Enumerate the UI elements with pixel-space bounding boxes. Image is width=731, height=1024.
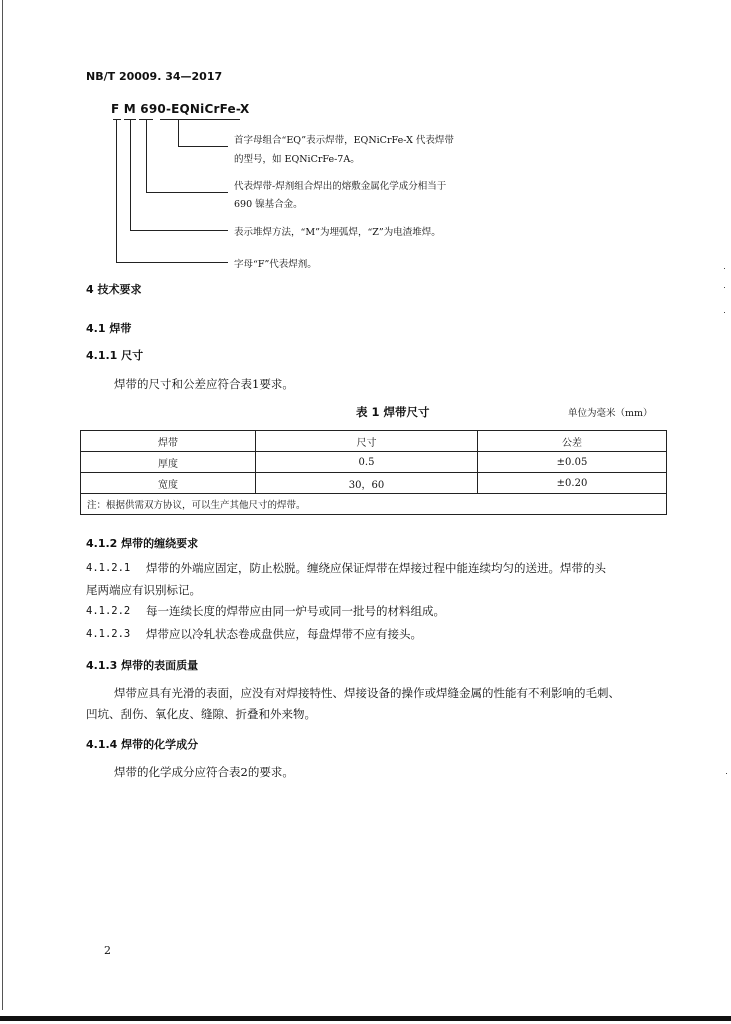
clause-4-1-2-3-number: 4.1.2.3 <box>86 628 131 640</box>
table1-unit: 单位为毫米（mm） <box>568 408 653 419</box>
table1-cell: 0.5 <box>256 452 478 473</box>
clause-4-1-2-1-line2: 尾两端应有识别标记。 <box>86 583 201 597</box>
table1-col-header: 尺寸 <box>256 431 478 452</box>
table1-cell: ±0.20 <box>478 473 667 494</box>
section-4-1-1-heading: 4.1.1 尺寸 <box>86 349 144 362</box>
table1-cell: ±0.05 <box>478 452 667 473</box>
table1-note: 注：根据供需双方协议，可以生产其他尺寸的焊带。 <box>81 494 667 515</box>
section-4-1-3-line1: 焊带应具有光滑的表面，应没有对焊接特性、焊接设备的操作或焊缝金属的性能有不利影响的毛刺、 <box>114 686 620 700</box>
scan-speck <box>726 773 727 774</box>
table-row <box>81 452 667 473</box>
table-row <box>81 473 667 494</box>
annotation-method: 表示堆焊方法，“M”为埋弧焊，“Z”为电渣堆焊。 <box>234 227 441 238</box>
section-4-1-1-text: 焊带的尺寸和公差应符合表1要求。 <box>114 377 294 391</box>
page-bottom-edge <box>0 1016 731 1021</box>
section-4-1-3-line2: 凹坑、刮伤、氧化皮、缝隙、折叠和外来物。 <box>86 707 316 721</box>
table1-title: 表 1 焊带尺寸 <box>356 405 430 419</box>
annotation-690-line1: 代表焊带-焊剂组合焊出的熔敷金属化学成分相当于 <box>234 181 447 192</box>
table1-cell: 30，60 <box>256 473 478 494</box>
annotation-eq-line2: 的型号，如 EQNiCrFe-7A。 <box>234 154 360 165</box>
designation-code: F M 690-EQNiCrFe-X <box>111 102 250 116</box>
section-4-heading: 4 技术要求 <box>86 283 142 296</box>
section-4-1-3-heading: 4.1.3 焊带的表面质量 <box>86 659 199 672</box>
table1-cell: 厚度 <box>81 452 256 473</box>
clause-4-1-2-1-number: 4.1.2.1 <box>86 562 131 574</box>
table1-note-row <box>81 494 667 515</box>
table1 <box>80 430 667 515</box>
annotation-eq-line1: 首字母组合“EQ”表示焊带，EQNiCrFe-X 代表焊带 <box>234 135 454 146</box>
clause-4-1-2-2-number: 4.1.2.2 <box>86 605 131 617</box>
scan-speck <box>724 268 725 269</box>
table1-col-header: 公差 <box>478 431 667 452</box>
standard-code: NB/T 20009. 34—2017 <box>86 70 223 83</box>
section-4-1-2-heading: 4.1.2 焊带的缠绕要求 <box>86 537 199 550</box>
annotation-flux: 字母“F”代表焊剂。 <box>234 259 317 270</box>
page-left-edge <box>2 0 3 1010</box>
page-number: 2 <box>104 944 111 957</box>
scan-speck <box>724 287 725 288</box>
clause-4-1-2-2-text: 每一连续长度的焊带应由同一炉号或同一批号的材料组成。 <box>146 604 445 618</box>
annotation-690-line2: 690 镍基合金。 <box>234 199 303 210</box>
table1-header-row <box>81 431 667 452</box>
section-4-1-heading: 4.1 焊带 <box>86 322 132 335</box>
table1-col-header: 焊带 <box>81 431 256 452</box>
section-4-1-4-text: 焊带的化学成分应符合表2的要求。 <box>114 765 294 779</box>
table1-cell: 宽度 <box>81 473 256 494</box>
scan-speck <box>724 312 725 313</box>
clause-4-1-2-1-line1: 焊带的外端应固定，防止松脱。缠绕应保证焊带在焊接过程中能连续均匀的送进。焊带的头 <box>146 561 606 575</box>
section-4-1-4-heading: 4.1.4 焊带的化学成分 <box>86 738 199 751</box>
clause-4-1-2-3-text: 焊带应以冷轧状态卷成盘供应，每盘焊带不应有接头。 <box>146 627 422 641</box>
